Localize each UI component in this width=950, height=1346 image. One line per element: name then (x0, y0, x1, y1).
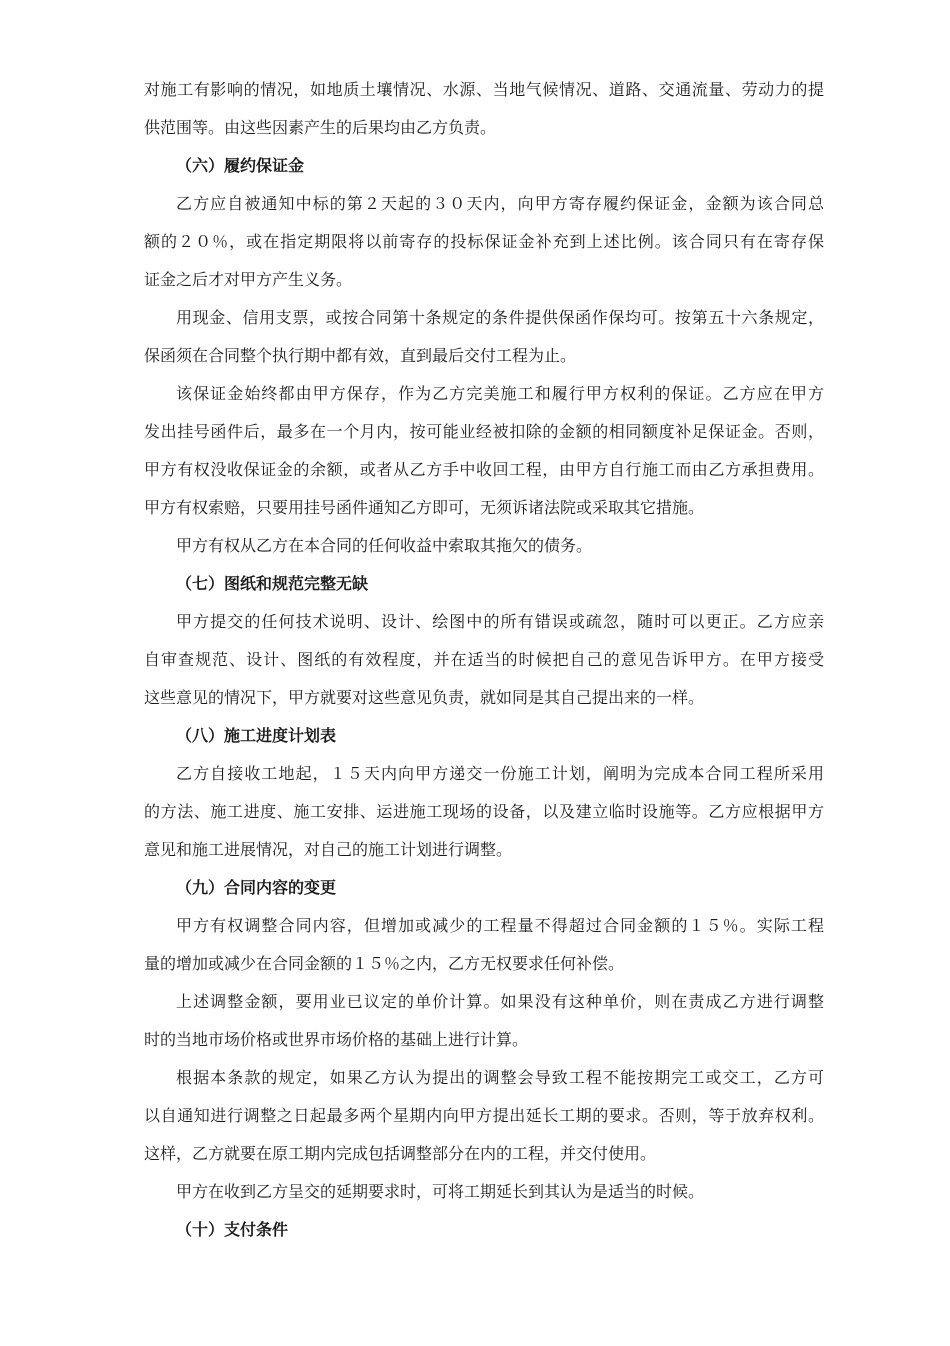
paragraph-line: 这些意见的情况下，甲方就要对这些意见负责，就如同是其自己提出来的一样。 (144, 688, 705, 707)
paragraph-line: 甲方在收到乙方呈交的延期要求时，可将工期延长到其认为是适当的时候。 (176, 1182, 705, 1201)
paragraph-line: 自审查规范、设计、图纸的有效程度，并在适当的时候把自己的意见告诉甲方。在甲方接受 (144, 650, 824, 669)
paragraph-line: 以自通知进行调整之日起最多两个星期内向甲方提出延长工期的要求。否则，等于放弃权利。 (144, 1106, 824, 1125)
section-heading-7: （七）图纸和规范完整无缺 (176, 574, 369, 593)
paragraph-line: 的方法、施工进度、施工安排、运进施工现场的设备，以及建立临时设施等。乙方应根据甲方 (144, 802, 824, 821)
section-heading-8: （八）施工进度计划表 (176, 726, 337, 745)
paragraph-line: 甲方有权索赔，只要用挂号函件通知乙方即可，无须诉诸法院或采取其它措施。 (144, 498, 705, 517)
paragraph-line: 证金之后才对甲方产生义务。 (144, 270, 353, 289)
paragraph-line: 甲方有权没收保证金的余额，或者从乙方手中收回工程，由甲方自行施工而由乙方承担费用。 (144, 460, 824, 479)
section-heading-9: （九）合同内容的变更 (176, 878, 337, 897)
paragraph-line: 意见和施工进展情况，对自己的施工计划进行调整。 (144, 840, 513, 859)
section-heading-6: （六）履约保证金 (176, 156, 305, 175)
paragraph-line: 用现金、信用支票，或按合同第十条规定的条件提供保函作保均可。按第五十六条规定， (176, 308, 824, 327)
paragraph-line: 甲方有权从乙方在本合同的任何收益中索取其拖欠的债务。 (176, 536, 593, 555)
paragraph-line: 乙方自接收工地起，１５天内向甲方递交一份施工计划，阐明为完成本合同工程所采用 (176, 764, 824, 783)
paragraph-line: 量的增加或减少在合同金额的１５％之内，乙方无权要求任何补偿。 (144, 954, 625, 973)
paragraph-line: 甲方有权调整合同内容，但增加或减少的工程量不得超过合同金额的１５％。实际工程 (176, 916, 824, 935)
paragraph-line: 根据本条款的规定，如果乙方认为提出的调整会导致工程不能按期完工或交工，乙方可 (176, 1068, 824, 1087)
paragraph-line: 保函须在合同整个执行期中都有效，直到最后交付工程为止。 (144, 346, 577, 365)
section-heading-10: （十）支付条件 (176, 1220, 289, 1239)
paragraph-line: 上述调整金额，要用业已议定的单价计算。如果没有这种单价，则在责成乙方进行调整 (176, 992, 824, 1011)
paragraph-line: 乙方应自被通知中标的第２天起的３０天内，向甲方寄存履约保证金，金额为该合同总 (176, 194, 824, 213)
paragraph-line: 这样，乙方就要在原工期内完成包括调整部分在内的工程，并交付使用。 (144, 1144, 657, 1163)
paragraph-line: 额的２０％，或在指定期限将以前寄存的投标保证金补充到上述比例。该合同只有在寄存保 (144, 232, 824, 251)
paragraph-line: 对施工有影响的情况，如地质土壤情况、水源、当地气候情况、道路、交通流量、劳动力的提 (144, 80, 824, 99)
paragraph-line: 时的当地市场价格或世界市场价格的基础上进行计算。 (144, 1030, 529, 1049)
paragraph-line: 发出挂号函件后，最多在一个月内，按可能业经被扣除的金额的相同额度补足保证金。否则， (144, 422, 824, 441)
paragraph-line: 该保证金始终都由甲方保存，作为乙方完美施工和履行甲方权利的保证。乙方应在甲方 (176, 384, 824, 403)
paragraph-line: 甲方提交的任何技术说明、设计、绘图中的所有错误或疏忽，随时可以更正。乙方应亲 (176, 612, 824, 631)
paragraph-line: 供范围等。由这些因素产生的后果均由乙方负责。 (144, 118, 497, 137)
